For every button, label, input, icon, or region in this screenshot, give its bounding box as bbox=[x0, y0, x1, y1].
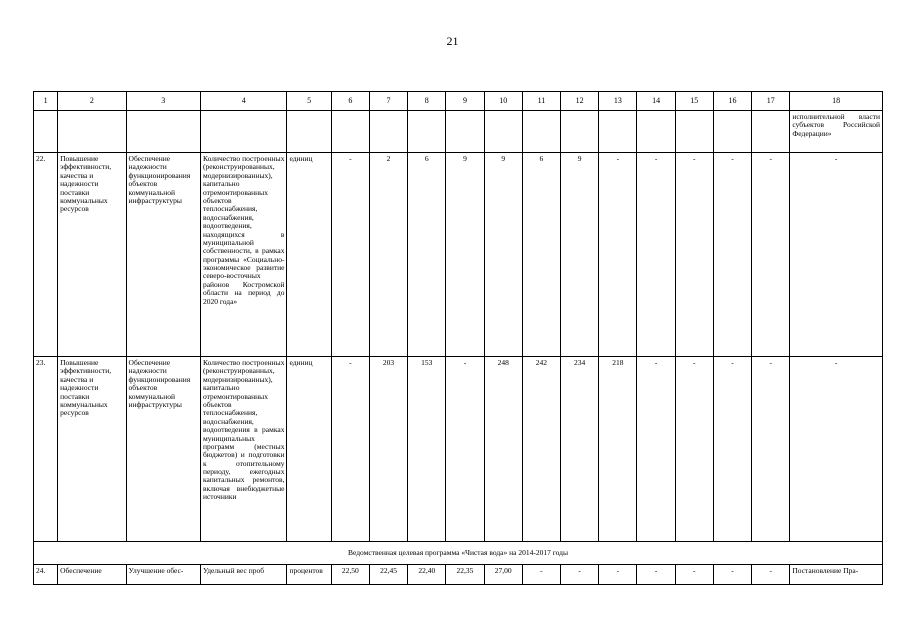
header-cell: 9 bbox=[446, 92, 484, 111]
table-cell: Повышение эффективности, качества и надежности поставки коммунальных ресурсов bbox=[58, 153, 126, 357]
header-cell: 4 bbox=[200, 92, 287, 111]
header-cell: 14 bbox=[637, 92, 675, 111]
table-cell: 218 bbox=[599, 357, 637, 542]
table-cell: - bbox=[561, 565, 599, 585]
table-cell: 6 bbox=[408, 153, 446, 357]
table-cell: 27,00 bbox=[484, 565, 522, 585]
table-cell: 6 bbox=[522, 153, 560, 357]
table-cell: - bbox=[446, 357, 484, 542]
indicators-table bbox=[33, 91, 883, 585]
table-cell: 153 bbox=[408, 357, 446, 542]
table-cell: процентов bbox=[287, 565, 331, 585]
table-cell: - bbox=[675, 153, 713, 357]
table-cell: 248 bbox=[484, 357, 522, 542]
table-cell: 9 bbox=[561, 153, 599, 357]
table-cell: - bbox=[675, 357, 713, 542]
table-cell: 9 bbox=[446, 153, 484, 357]
header-cell: 2 bbox=[58, 92, 126, 111]
table-row bbox=[34, 565, 883, 585]
table-cell: - bbox=[790, 357, 883, 542]
header-cell: 12 bbox=[561, 92, 599, 111]
table-cell: Удельный вес проб bbox=[200, 565, 287, 585]
row-number: 23. bbox=[34, 357, 58, 542]
table-cell: - bbox=[637, 357, 675, 542]
header-cell: 16 bbox=[713, 92, 751, 111]
table-cell: - bbox=[790, 153, 883, 357]
table-cell: 22,40 bbox=[408, 565, 446, 585]
table-cell: - bbox=[752, 357, 790, 542]
table-cell: - bbox=[752, 153, 790, 357]
table-cell: 2 bbox=[369, 153, 407, 357]
table-cell: - bbox=[599, 153, 637, 357]
section-row bbox=[34, 542, 883, 565]
header-cell: 11 bbox=[522, 92, 560, 111]
header-cell: 1 bbox=[34, 92, 58, 111]
table-cell: - bbox=[752, 565, 790, 585]
table-cell: Повышение эффективности, качества и надежности поставки коммунальных ресурсов bbox=[58, 357, 126, 542]
table-cell: 22,35 bbox=[446, 565, 484, 585]
header-cell: 18 bbox=[790, 92, 883, 111]
table-cell: 22,50 bbox=[331, 565, 369, 585]
row-number: 22. bbox=[34, 153, 58, 357]
table-cell: - bbox=[599, 565, 637, 585]
table-cell: Обеспечение bbox=[58, 565, 126, 585]
table-cell: Улучшение обес- bbox=[126, 565, 200, 585]
table-cell: Количество построенных (реконструированных, модернизированных), капитально отремонтированных объектов теплоснабжения, водоснабжения, водоотведения, находящихся в муниципальной собственности, в рамках программы «Социально-экономическое развитие северо-восточных районов Костромской области на период до 2020 года» bbox=[200, 153, 287, 357]
table-cell: - bbox=[713, 357, 751, 542]
page-number: 21 bbox=[446, 34, 459, 48]
table-row bbox=[34, 111, 883, 153]
header-row bbox=[34, 92, 883, 111]
table-cell: единиц bbox=[287, 153, 331, 357]
table-cell: - bbox=[713, 153, 751, 357]
header-cell: 10 bbox=[484, 92, 522, 111]
row-number: 24. bbox=[34, 565, 58, 585]
table-cell: 242 bbox=[522, 357, 560, 542]
table-cell: 9 bbox=[484, 153, 522, 357]
table-cell: Постановление Пра- bbox=[790, 565, 883, 585]
header-cell: 3 bbox=[126, 92, 200, 111]
table-row bbox=[34, 357, 883, 542]
table-cell: - bbox=[331, 357, 369, 542]
table-cell: - bbox=[637, 153, 675, 357]
table-cell: исполнительной власти субъектов Российской Федерации» bbox=[790, 111, 883, 153]
table-cell: - bbox=[713, 565, 751, 585]
header-cell: 8 bbox=[408, 92, 446, 111]
section-title: Ведомственная целевая программа «Чистая вода» на 2014-2017 годы bbox=[34, 542, 883, 565]
table-row bbox=[34, 153, 883, 357]
table-cell: Обеспечение надежности функционирования объектов коммунальной инфраструктуры bbox=[126, 153, 200, 357]
header-cell: 13 bbox=[599, 92, 637, 111]
table-cell: - bbox=[637, 565, 675, 585]
table-cell: Обеспечение надежности функционирования объектов коммунальной инфраструктуры bbox=[126, 357, 200, 542]
table-cell: Количество построенных (реконструированных, модернизированных), капитально отремонтированных объектов теплоснабжения, водоснабжения, водоотведения в рамках муниципальных программ (местных бюджетов) и подготовки к отопительному периоду, ежегодных капитальных ремонтов, включая внебюджетные источники bbox=[200, 357, 287, 542]
table-cell: - bbox=[522, 565, 560, 585]
header-cell: 6 bbox=[331, 92, 369, 111]
table-cell: единиц bbox=[287, 357, 331, 542]
header-cell: 7 bbox=[369, 92, 407, 111]
header-cell: 17 bbox=[752, 92, 790, 111]
table-cell: 22,45 bbox=[369, 565, 407, 585]
table-cell: - bbox=[675, 565, 713, 585]
table-cell: 203 bbox=[369, 357, 407, 542]
header-cell: 15 bbox=[675, 92, 713, 111]
table-cell: - bbox=[331, 153, 369, 357]
header-cell: 5 bbox=[287, 92, 331, 111]
table-cell: 234 bbox=[561, 357, 599, 542]
